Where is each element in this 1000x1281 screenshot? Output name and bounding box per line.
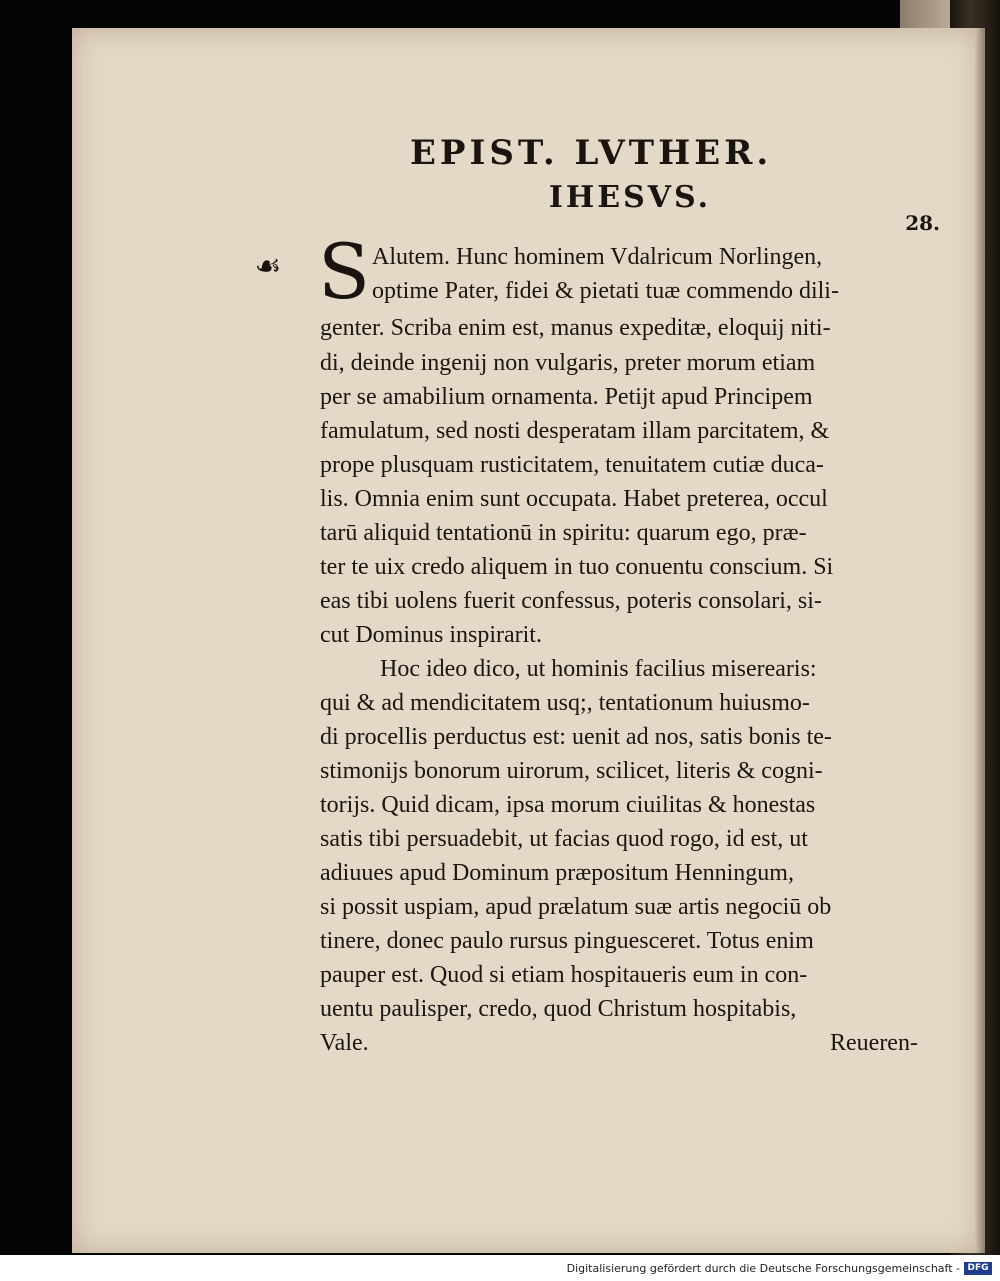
catchword: Reueren- bbox=[830, 1030, 918, 1056]
text-line: Hoc ideo dico, ut hominis facilius miserearis: bbox=[380, 656, 817, 682]
page-edge bbox=[975, 28, 985, 1253]
heading-ihesus: IHESVS. bbox=[548, 180, 712, 215]
folio-number: 28. bbox=[905, 211, 940, 235]
manicule-icon: ☙ bbox=[254, 249, 282, 284]
drop-initial: S bbox=[318, 227, 371, 316]
text-line: torijs. Quid dicam, ipsa morum ciuilitas & honestas bbox=[320, 792, 816, 818]
letter-text bbox=[320, 241, 950, 1061]
dfg-logo: DFG bbox=[964, 1262, 992, 1275]
text-line: tinere, donec paulo rursus pinguesceret. Totus enim bbox=[320, 928, 814, 954]
text-line: famulatum, sed nosti desperatam illam parcitatem, & bbox=[320, 418, 830, 444]
text-line: eas tibi uolens fuerit confessus, poteris consolari, si- bbox=[320, 588, 822, 614]
text-line: satis tibi persuadebit, ut facias quod rogo, id est, ut bbox=[320, 826, 808, 852]
text-line: per se amabilium ornamenta. Petijt apud Principem bbox=[320, 384, 813, 410]
text-line: prope plusquam rusticitatem, tenuitatem cutiæ duca- bbox=[320, 452, 824, 478]
running-head: EPIST. LVTHER. bbox=[410, 133, 773, 173]
footer-credit: Digitalisierung gefördert durch die Deutsche Forschungsgemeinschaft - bbox=[566, 1262, 960, 1275]
text-line: ter te uix credo aliquem in tuo conuentu conscium. Si bbox=[320, 554, 834, 580]
text-line: uentu paulisper, credo, quod Christum hospitabis, bbox=[320, 996, 797, 1022]
text-line: genter. Scriba enim est, manus expeditæ, eloquij niti- bbox=[320, 315, 831, 341]
text-line: lis. Omnia enim sunt occupata. Habet preterea, occul bbox=[320, 486, 828, 512]
text-line: tarū aliquid tentationū in spiritu: quarum ego, præ- bbox=[320, 520, 807, 546]
text-line: adiuues apud Dominum præpositum Henningum, bbox=[320, 860, 794, 886]
text-line: di procellis perductus est: uenit ad nos, satis bonis te- bbox=[320, 724, 832, 750]
text-line: Alutem. Hunc hominem Vdalricum Norlingen, bbox=[372, 244, 823, 270]
text-line: optime Pater, fidei & pietati tuæ commendo dili- bbox=[372, 278, 839, 304]
text-line: cut Dominus inspirarit. bbox=[320, 622, 542, 648]
text-line: pauper est. Quod si etiam hospitaueris eum in con- bbox=[320, 962, 808, 988]
text-line: si possit uspiam, apud prælatum suæ artis negociū ob bbox=[320, 894, 832, 920]
text-line: di, deinde ingenij non vulgaris, preter morum etiam bbox=[320, 350, 816, 376]
text-line: qui & ad mendicitatem usq;, tentationum huiusmo- bbox=[320, 690, 810, 716]
text-line: Vale. bbox=[320, 1030, 369, 1056]
text-line: stimonijs bonorum uirorum, scilicet, literis & cogni- bbox=[320, 758, 823, 784]
